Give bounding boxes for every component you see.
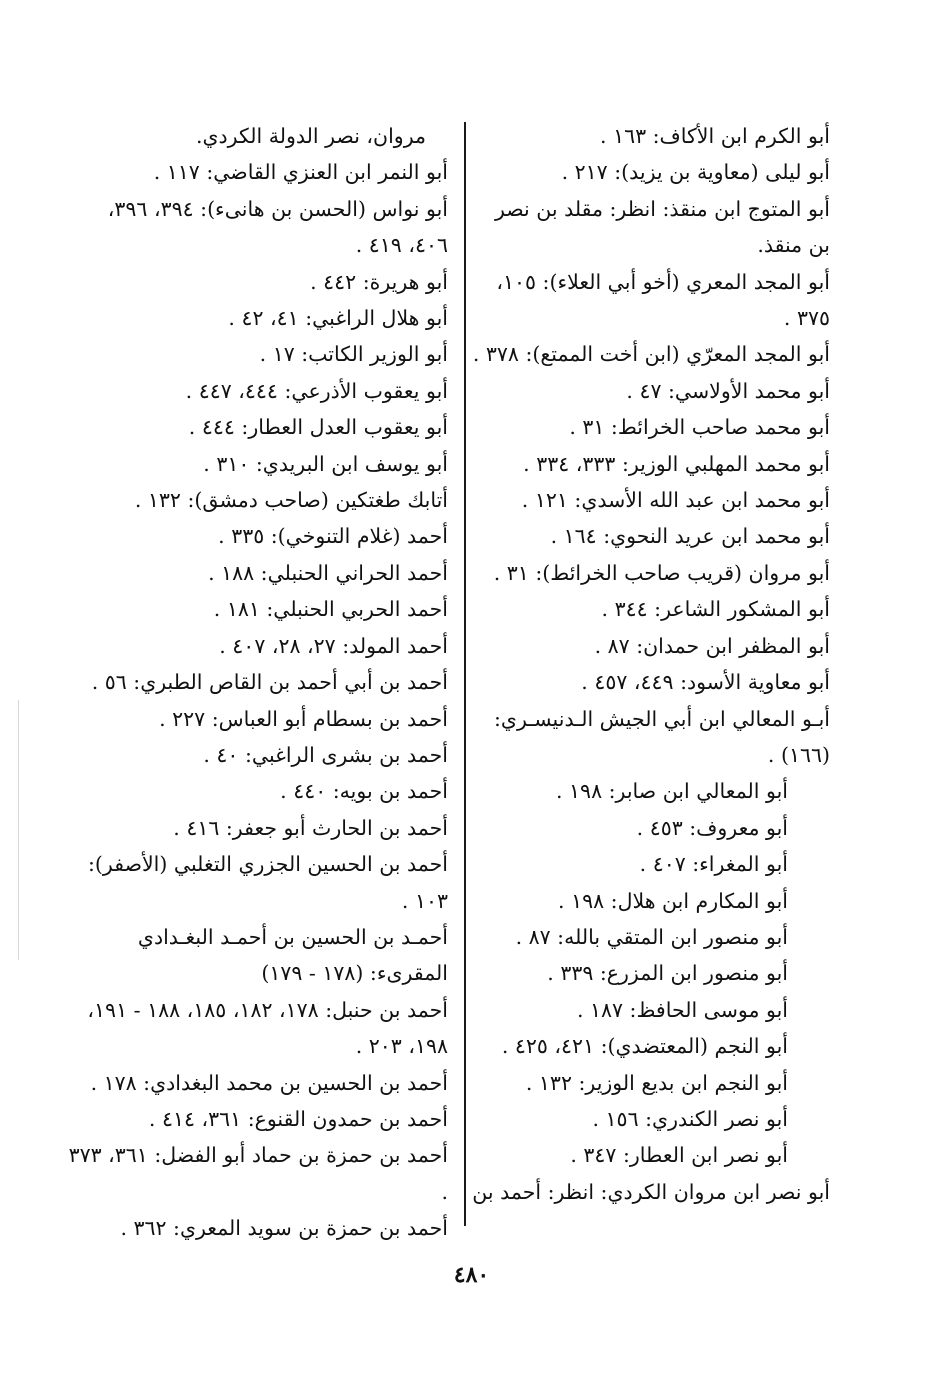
index-entry: أبـو المعالي ابن أبي الجيش الـدنيسـري: (١٦٦) . [494, 706, 830, 767]
index-entry: أبو محمد الأولاسي: ٤٧ . [626, 378, 830, 403]
index-entry: أبو معروف: ٤٥٣ . [636, 815, 788, 840]
index-entry: أبو هلال الراغبي: ٤١، ٤٢ . [228, 306, 448, 331]
index-entry: أبو المغراء: ٤٠٧ . [639, 852, 788, 877]
page-number: ٤٨٠ [453, 1262, 490, 1288]
index-entry: أبو النجم ابن بديع الوزير: ١٣٢ . [525, 1070, 788, 1095]
index-entry: أبو منصور ابن المتقي بالله: ٨٧ . [515, 924, 788, 949]
index-entry: أبو محمد صاحب الخرائط: ٣١ . [569, 415, 830, 440]
index-entry: أبو يعقوب الأذرعي: ٤٤٤، ٤٤٧ . [185, 378, 448, 403]
index-entry: أبو مروان (قريب صاحب الخرائط): ٣١ . [493, 560, 830, 585]
index-entry: أحمد بن الحسين الجزري التغلبي (الأصفر): ١٠٣ . [87, 852, 448, 913]
index-entry: أبو معاوية الأسود: ٤٤٩، ٤٥٧ . [581, 670, 830, 695]
scan-artifact-line [18, 700, 19, 960]
index-entry: أحمد بن الحارث أبو جعفر: ٤١٦ . [173, 815, 448, 840]
index-entry: أبو نصر الكندري: ١٥٦ . [592, 1106, 788, 1131]
index-entry: أبو نصر ابن العطار: ٣٤٧ . [570, 1143, 788, 1168]
index-entry: أحمد بن حمزة بن حماد أبو الفضل: ٣٦١، ٣٧٣ . [68, 1143, 448, 1204]
index-entry: أبو المعالي ابن صابر: ١٩٨ . [556, 779, 788, 804]
index-entry: أحمد (غلام التنوخي): ٣٣٥ . [218, 524, 448, 549]
index-entry: أحمد الحراني الحنبلي: ١٨٨ . [208, 560, 448, 585]
index-entry: أبو يوسف ابن البريدي: ٣١٠ . [203, 451, 448, 476]
index-column-left [68, 118, 448, 1247]
index-entry: أحمد بن أبي أحمد بن القاص الطبري: ٥٦ . [91, 670, 448, 695]
index-entry: أحمد المولد: ٢٧، ٢٨، ٤٠٧ . [219, 633, 448, 658]
index-entry: أبو محمد ابن عريد النحوي: ١٦٤ . [550, 524, 830, 549]
index-entry: أبو منصور ابن المزرع: ٣٣٩ . [547, 961, 788, 986]
index-entry: أحمد بن الحسين بن محمد البغدادي: ١٧٨ . [90, 1070, 448, 1095]
column-divider [464, 122, 466, 1226]
index-entry: أبو الكرم ابن الأكاف: ١٦٣ . [600, 124, 830, 148]
index-entry: أبو ليلى (معاوية بن يزيد): ٢١٧ . [561, 160, 830, 185]
index-entry: أبو نواس (الحسن بن هانىء): ٣٩٤، ٣٩٦، ٤٠٦، ٤١٩ . [107, 196, 448, 258]
index-entry: أحمد بن بشرى الراغبي: ٤٠ . [203, 742, 448, 767]
index-entry: أحمد بن حمزة بن سويد المعري: ٣٦٢ . [120, 1216, 448, 1241]
index-entry: أبو محمد ابن عبد الله الأسدي: ١٢١ . [521, 488, 830, 513]
index-entry: أبو الوزير الكاتب: ١٧ . [259, 342, 448, 367]
index-entry: أحمد بن حنبل: ١٧٨، ١٨٢، ١٨٥، ١٨٨ - ١٩١، ١٩٨، ٢٠٣ . [87, 997, 448, 1059]
index-entry: أبو المكارم ابن هلال: ١٩٨ . [558, 888, 788, 913]
index-entry: أبو النمر ابن العنزي القاضي: ١١٧ . [153, 160, 448, 185]
index-entry: أحمـد بن الحسين بن أحمـد البغـدادي المقرىء: (١٧٨ - ١٧٩) [137, 924, 448, 986]
index-entry: أحمد بن حمدون القنوع: ٣٦١، ٤١٤ . [148, 1106, 448, 1131]
index-entry: أبو النجم (المعتضدي): ٤٢١، ٤٢٥ . [501, 1034, 788, 1059]
index-entry: أبو المجد المعري (أخو أبي العلاء): ١٠٥، ٣٧٥ . [496, 269, 830, 331]
index-column-right [472, 118, 830, 1210]
index-entry: أبو المجد المعرّي (ابن أخت الممتع): ٣٧٨ . [472, 342, 830, 367]
index-entry: أتابك طغتكين (صاحب دمشق): ١٣٢ . [134, 488, 448, 513]
index-entry: أحمد الحربي الحنبلي: ١٨١ . [213, 597, 448, 622]
index-entry: أبو موسى الحافظ: ١٨٧ . [576, 997, 788, 1022]
index-entry: أبو نصر ابن مروان الكردي: انظر: أحمد بن [472, 1179, 830, 1204]
index-entry: أبو المشكور الشاعر: ٣٤٤ . [601, 597, 830, 622]
index-entry: أحمد بن بويه: ٤٤٠ . [280, 779, 448, 804]
index-entry: أحمد بن بسطام أبو العباس: ٢٢٧ . [159, 706, 448, 731]
index-entry: أبو يعقوب العدل العطار: ٤٤٤ . [188, 415, 448, 440]
index-entry: أبو المتوج ابن منقذ: انظر: مقلد بن نصر بن منقذ. [494, 196, 830, 258]
index-entry: أبو محمد المهلبي الوزير: ٣٣٣، ٣٣٤ . [523, 451, 830, 476]
index-entry: مروان، نصر الدولة الكردي. [195, 124, 426, 148]
index-entry: أبو المظفر ابن حمدان: ٨٧ . [594, 633, 830, 658]
index-entry: أبو هريرة: ٤٤٢ . [310, 269, 448, 294]
